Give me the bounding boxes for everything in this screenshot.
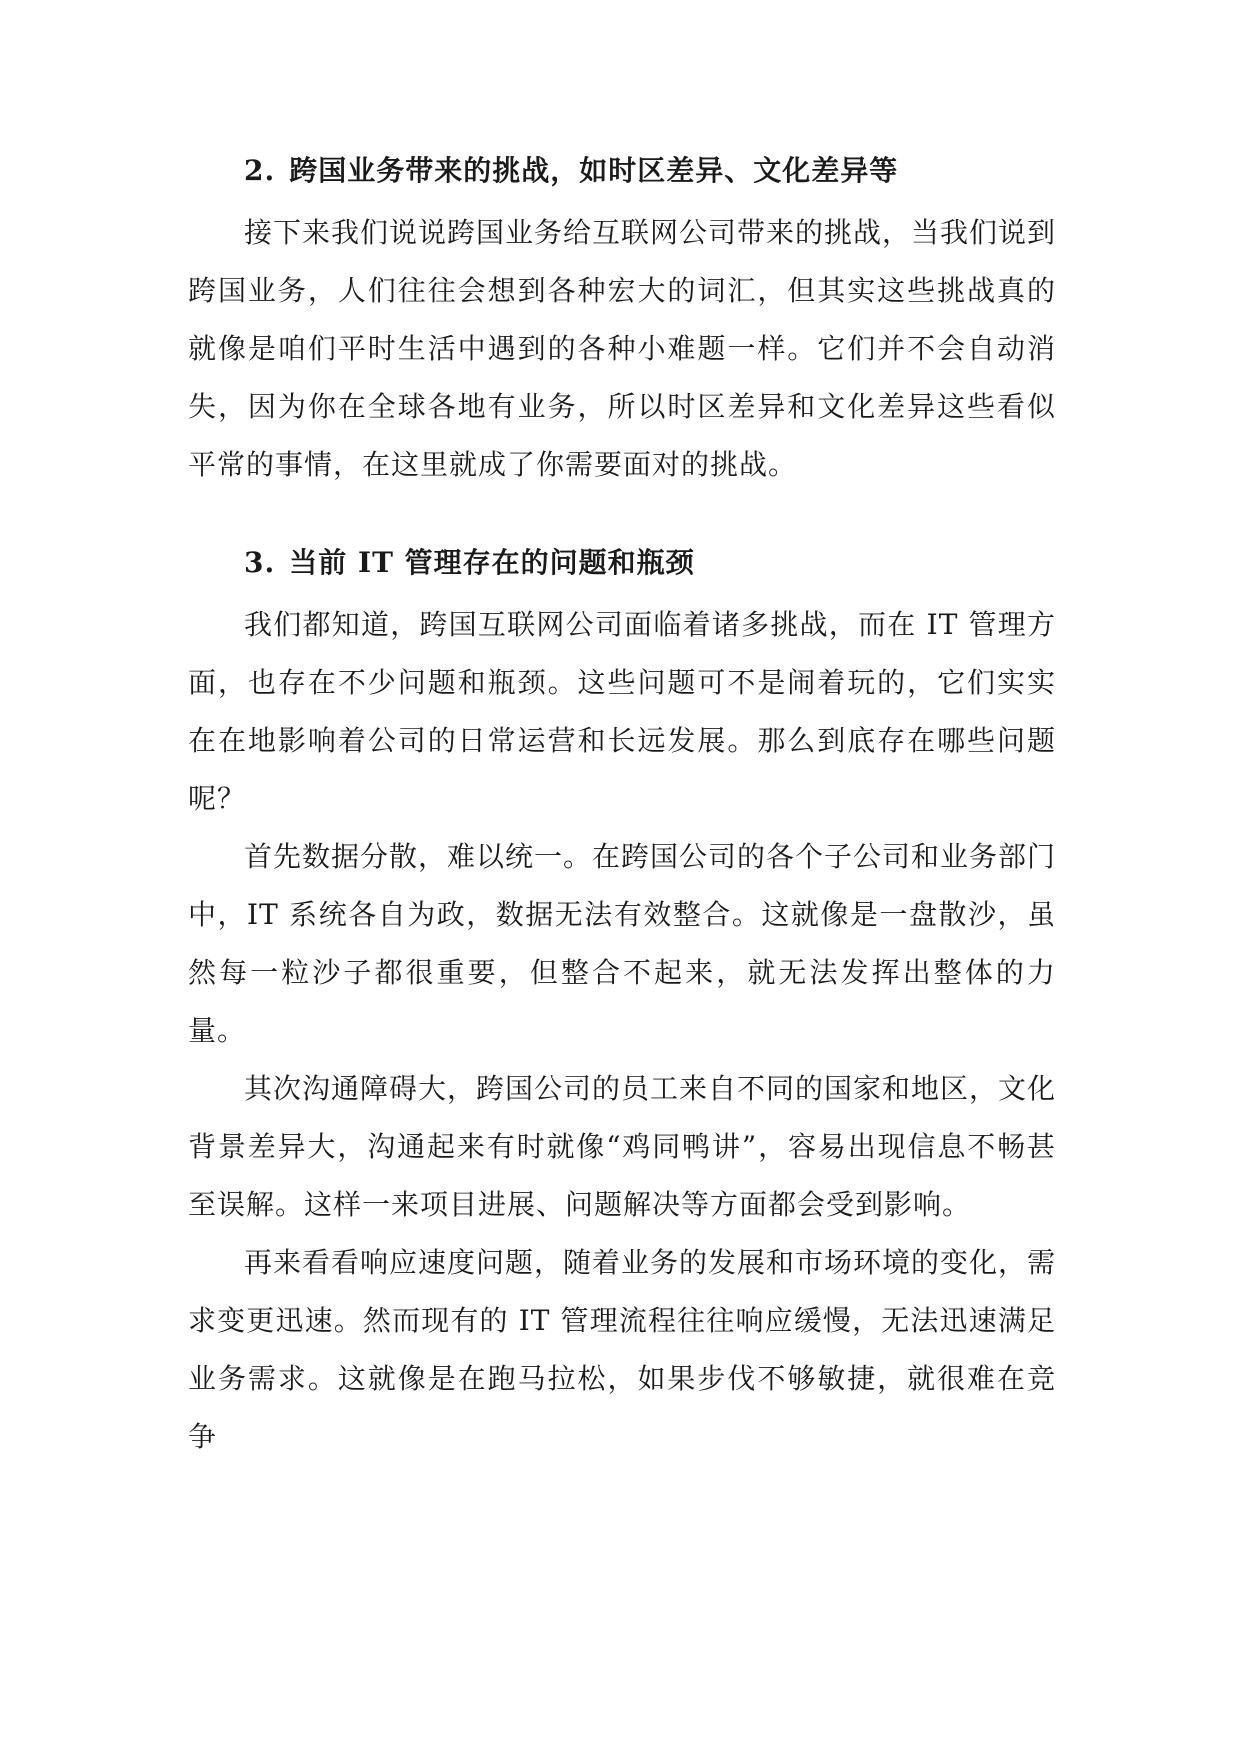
paragraph: 首先数据分散，难以统一。在跨国公司的各个子公司和业务部门中，IT 系统各自为政，数据无法有效整合。这就像是一盘散沙，虽然每一粒沙子都很重要，但整合不起来，就无法发挥出整体的力量。 xyxy=(188,840,1057,1047)
section-title: 当前 IT 管理存在的问题和瓶颈 xyxy=(289,546,695,579)
paragraph: 其次沟通障碍大，跨国公司的员工来自不同的国家和地区，文化背景差异大，沟通起来有时就像“鸡同鸭讲”，容易出现信息不畅甚至误解。这样一来项目进展、问题解决等方面都会受到影响。 xyxy=(188,1072,1057,1221)
paragraph: 再来看看响应速度问题，随着业务的发展和市场环境的变化，需求变更迅速。然而现有的 IT 管理流程往往响应缓慢，无法迅速满足业务需求。这就像是在跑马拉松，如果步伐不够敏捷，就很难在竞争 xyxy=(188,1246,1057,1453)
section-heading xyxy=(188,142,1056,200)
section-number: 2. xyxy=(244,154,276,187)
document-body xyxy=(188,142,1056,1466)
section-number: 3. xyxy=(244,546,276,579)
section-heading xyxy=(188,534,1056,592)
section-title: 跨国业务带来的挑战，如时区差异、文化差异等 xyxy=(289,154,899,187)
paragraph: 接下来我们说说跨国业务给互联网公司带来的挑战，当我们说到跨国业务，人们往往会想到各种宏大的词汇，但其实这些挑战真的就像是咱们平时生活中遇到的各种小难题一样。它们并不会自动消失，因为你在全球各地有业务，所以时区差异和文化差异这些看似平常的事情，在这里就成了你需要面对的挑战。 xyxy=(188,216,1057,481)
paragraph: 我们都知道，跨国互联网公司面临着诸多挑战，而在 IT 管理方面，也存在不少问题和瓶颈。这些问题可不是闹着玩的，它们实实在在地影响着公司的日常运营和长远发展。那么到底存在哪些问题呢？ xyxy=(188,608,1056,815)
